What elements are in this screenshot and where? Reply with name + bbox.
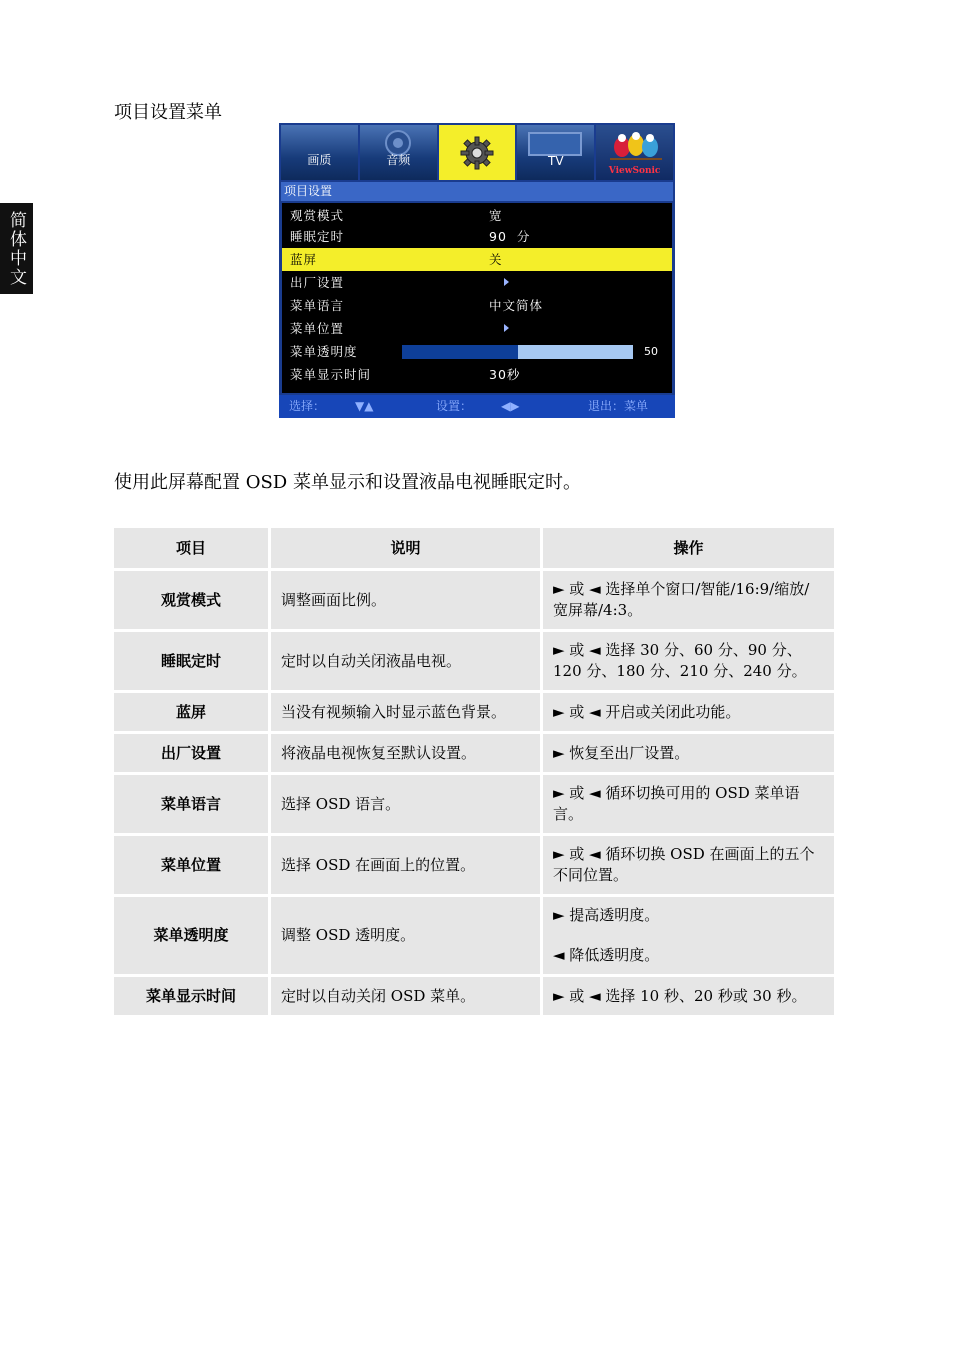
transparency-slider[interactable]	[402, 345, 633, 359]
tab-audio-label: 音频	[386, 153, 411, 167]
viewsonic-birds-icon	[608, 129, 664, 163]
osd-row-factory-reset[interactable]	[282, 271, 672, 294]
left-right-arrows-icon: ◀▶	[501, 399, 520, 413]
table-cell-desc: 当没有视频输入时显示蓝色背景。	[271, 693, 540, 731]
osd-row-menu-transparency[interactable]	[282, 340, 672, 363]
tab-tv[interactable]	[517, 125, 594, 180]
table-row	[114, 693, 834, 731]
osd-row-value: 关	[489, 252, 503, 267]
osd-row-label: 菜单位置	[290, 321, 345, 336]
table-cell-item: 菜单显示时间	[114, 977, 268, 1015]
tab-audio[interactable]	[360, 125, 437, 180]
settings-table	[111, 525, 837, 1018]
table-row	[114, 734, 834, 772]
osd-row-value: 中文简体	[489, 298, 544, 313]
table-cell-item: 观赏模式	[114, 571, 268, 629]
table-row	[114, 775, 834, 833]
table-cell-item: 菜单语言	[114, 775, 268, 833]
osd-row-label: 菜单语言	[290, 298, 345, 313]
table-cell-item: 蓝屏	[114, 693, 268, 731]
osd-row-label: 睡眠定时	[290, 229, 345, 244]
osd-row-menu-position[interactable]	[282, 317, 672, 340]
table-row	[114, 897, 834, 974]
up-down-arrows-icon: ▼▲	[355, 399, 374, 413]
osd-row-label: 菜单透明度	[290, 344, 358, 359]
osd-row-view-mode[interactable]	[282, 204, 672, 227]
osd-row-label: 蓝屏	[290, 252, 318, 267]
osd-menu-header: 项目设置	[281, 182, 673, 201]
footer-adjust-label: 设置：	[436, 399, 473, 413]
table-cell-desc: 选择 OSD 语言。	[271, 775, 540, 833]
osd-row-value: 30秒	[489, 367, 521, 382]
table-row	[114, 632, 834, 690]
tab-tv-label: TV	[548, 154, 564, 168]
osd-row-blue-screen[interactable]	[282, 248, 672, 271]
description-text: 使用此屏幕配置 OSD 菜单显示和设置液晶电视睡眠定时。	[114, 472, 581, 493]
osd-row-label: 菜单显示时间	[290, 367, 372, 382]
osd-row-label: 出厂设置	[290, 275, 345, 290]
table-cell-op: ► 或 ◄ 选择 30 分、60 分、90 分、120 分、180 分、210 分、240 分。	[543, 632, 834, 690]
osd-row-menu-timeout[interactable]	[282, 363, 672, 386]
table-header-row	[114, 528, 834, 568]
section-title: 项目设置菜单	[114, 102, 222, 123]
arrow-right-icon	[504, 324, 509, 332]
osd-row-value: 90 分	[489, 229, 531, 244]
footer-exit-label: 退出：菜单	[588, 399, 649, 413]
table-cell-desc: 选择 OSD 在画面上的位置。	[271, 836, 540, 894]
transparency-value: 50	[644, 345, 658, 358]
osd-menu-list	[282, 203, 672, 393]
table-cell-op: ► 或 ◄ 选择单个窗口/智能/16:9/缩放/宽屏幕/4:3。	[543, 571, 834, 629]
osd-tab-bar	[281, 125, 673, 180]
table-cell-item: 菜单位置	[114, 836, 268, 894]
arrow-right-icon	[504, 278, 509, 286]
table-cell-op: ► 或 ◄ 循环切换可用的 OSD 菜单语言。	[543, 775, 834, 833]
table-cell-desc: 调整画面比例。	[271, 571, 540, 629]
header-item: 项目	[114, 528, 268, 568]
osd-footer	[279, 395, 675, 418]
footer-select-label: 选择：	[289, 399, 326, 413]
table-cell-desc: 调整 OSD 透明度。	[271, 897, 540, 974]
language-side-tab: 简体中文	[0, 203, 33, 294]
osd-row-label: 观赏模式	[290, 208, 345, 223]
table-cell-op: ► 或 ◄ 开启或关闭此功能。	[543, 693, 834, 731]
osd-row-sleep-timer[interactable]	[282, 225, 672, 248]
tab-logo	[596, 125, 673, 180]
table-row	[114, 836, 834, 894]
table-cell-op: ► 或 ◄ 循环切换 OSD 在画面上的五个不同位置。	[543, 836, 834, 894]
table-cell-op: ► 或 ◄ 选择 10 秒、20 秒或 30 秒。	[543, 977, 834, 1015]
osd-row-value: 宽	[489, 208, 503, 223]
osd-row-menu-language[interactable]	[282, 294, 672, 317]
tab-picture[interactable]	[281, 125, 358, 180]
gear-icon	[460, 136, 494, 170]
viewsonic-logo-text: ViewSonic	[608, 166, 661, 176]
table-cell-op: ► 恢复至出厂设置。	[543, 734, 834, 772]
table-cell-item: 睡眠定时	[114, 632, 268, 690]
header-op: 操作	[543, 528, 834, 568]
osd-screenshot	[279, 123, 675, 418]
table-row	[114, 571, 834, 629]
table-cell-op-line: ► 提高透明度。	[553, 906, 660, 924]
tab-picture-label: 画质	[307, 153, 332, 167]
table-row	[114, 977, 834, 1015]
table-cell-op-line: ◄ 降低透明度。	[553, 946, 660, 964]
table-cell-item: 出厂设置	[114, 734, 268, 772]
transparency-slider-fill	[518, 345, 634, 359]
table-cell-desc: 定时以自动关闭液晶电视。	[271, 632, 540, 690]
tab-setup[interactable]	[439, 125, 516, 180]
table-cell-op	[543, 897, 834, 974]
table-cell-desc: 定时以自动关闭 OSD 菜单。	[271, 977, 540, 1015]
header-desc: 说明	[271, 528, 540, 568]
table-cell-desc: 将液晶电视恢复至默认设置。	[271, 734, 540, 772]
table-cell-item: 菜单透明度	[114, 897, 268, 974]
